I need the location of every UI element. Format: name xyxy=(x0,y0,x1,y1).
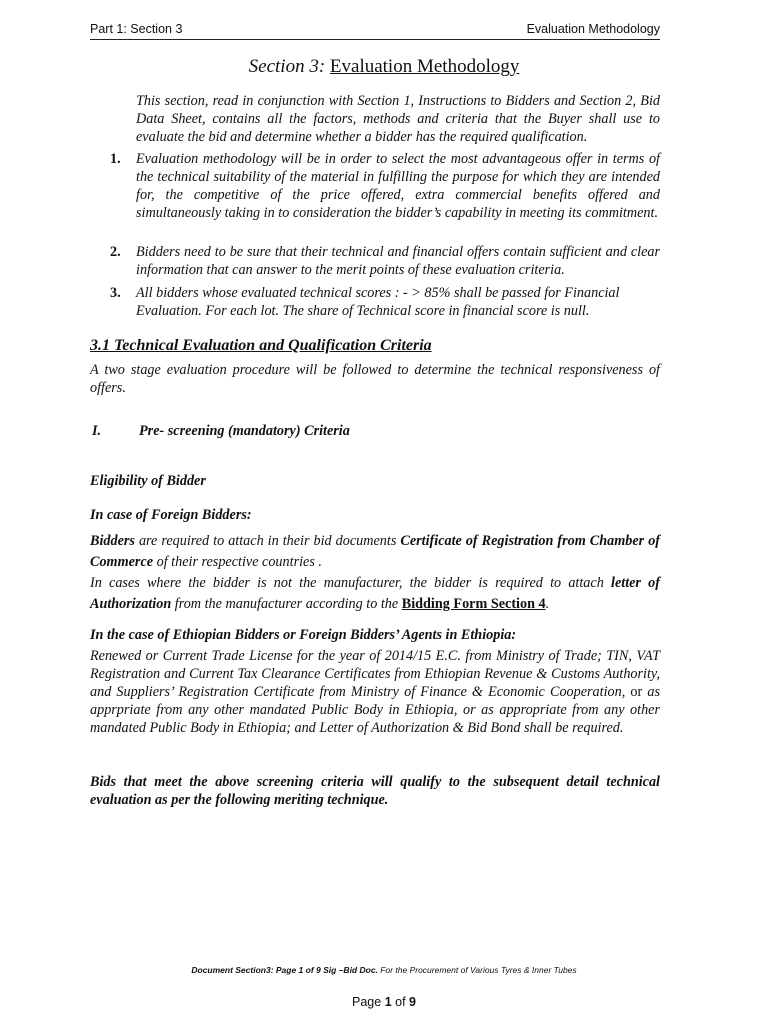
body-text: or xyxy=(625,684,643,700)
list-item xyxy=(110,243,660,279)
ethiopian-bidders-heading: In the case of Ethiopian Bidders or Foreign Bidders’ Agents in Ethiopia: xyxy=(90,627,517,643)
foreign-bidders-paragraph xyxy=(90,531,660,573)
header-right: Evaluation Methodology xyxy=(526,22,660,36)
subsection-intro: A two stage evaluation procedure will be followed to determine the technical responsiveness of offers. xyxy=(90,362,660,396)
bidding-form-reference: Bidding Form Section 4 xyxy=(401,596,546,612)
body-text: as apprpriate from any other mandated Public Body in Ethiopia, or as appropriate from any other mandated Public Body in Ethiopia; and Letter of Authorization & Bid Bond shall be required. xyxy=(90,684,660,736)
page-current: 1 xyxy=(384,995,392,1009)
subsection-heading: 3.1 Technical Evaluation and Qualification Criteria xyxy=(90,337,432,354)
page-of: of xyxy=(391,995,410,1009)
license-requirements-paragraph xyxy=(90,647,660,737)
list-item-number: 2. xyxy=(110,244,121,260)
footer-procurement: For the Procurement of Various Tyres & Inner Tubes xyxy=(377,965,577,975)
page-total: 9 xyxy=(409,995,416,1009)
page-header xyxy=(90,16,660,40)
list-item-text: Bidders need to be sure that their technical and financial offers contain sufficient and clear information that can answer to the merit points of these evaluation criteria. xyxy=(136,244,660,278)
body-text: Renewed or Current Trade License for the year of 2014/15 E.C. from Ministry of Trade; TIN, VAT Registration and Current Tax Clearance Certificates from Ethiopian Revenue & Customs Authority, and Suppliers’ Registration Certificate from Ministry of Finance & Economic Cooperation, xyxy=(90,648,660,700)
list-item-number: 1. xyxy=(110,151,121,167)
page-number xyxy=(0,995,768,1009)
emphasis-text: letter of Authorization xyxy=(90,575,660,612)
body-text: of their respective countries . xyxy=(153,554,322,570)
list-item-number: 3. xyxy=(110,285,121,301)
emphasis-text: Bidders xyxy=(90,533,135,549)
page-footer xyxy=(0,965,768,975)
page-label: Page xyxy=(352,995,385,1009)
list-item-text: All bidders whose evaluated technical scores : - > 85% shall be passed for Financial Evaluation. For each lot. The share of Technical score in financial score is null. xyxy=(136,285,620,319)
body-text: In cases where the bidder is not the manufacturer, the bidder is required to attach xyxy=(90,575,612,591)
criteria-numeral: I. xyxy=(92,423,102,439)
body-text: are required to attach in their bid documents xyxy=(134,533,401,549)
list-item xyxy=(110,284,660,320)
body-text: . xyxy=(545,596,550,612)
section-title-main: Evaluation Methodology xyxy=(329,56,520,77)
criteria-heading: Pre- screening (mandatory) Criteria xyxy=(139,423,350,439)
footer-document-ref: Document Section3: Page 1 of 9 Sig –Bid Doc. xyxy=(191,965,378,975)
emphasis-text: Certificate of Registration from Chamber of Commerce xyxy=(90,533,661,570)
foreign-bidders-heading: In case of Foreign Bidders: xyxy=(90,507,252,523)
header-left: Part 1: Section 3 xyxy=(90,22,183,36)
body-text: from the manufacturer according to the xyxy=(171,596,402,612)
list-item-text: Evaluation methodology will be in order to select the most advantageous offer in terms of the technical suitability of the material in fulfilling the purpose for which they are intended for, the competitive of the price offered, extra commercial benefits offered and simultaneously taking in to consideration the bidder’s capability in meeting its commitment. xyxy=(136,151,660,221)
closing-statement: Bids that meet the above screening criteria will qualify to the subsequent detail technical evaluation as per the following meriting technique. xyxy=(90,774,660,808)
eligibility-heading: Eligibility of Bidder xyxy=(90,473,206,489)
section-title xyxy=(0,56,768,78)
intro-paragraph: This section, read in conjunction with Section 1, Instructions to Bidders and Section 2, Bid Data Sheet, contains all the factors, methods and criteria that the Buyer shall use to evaluate the bid and determine whether a bidder has the required qualification. xyxy=(136,93,660,145)
section-title-prefix: Section 3: xyxy=(248,56,326,77)
authorization-paragraph xyxy=(90,573,660,615)
list-item xyxy=(110,150,660,222)
